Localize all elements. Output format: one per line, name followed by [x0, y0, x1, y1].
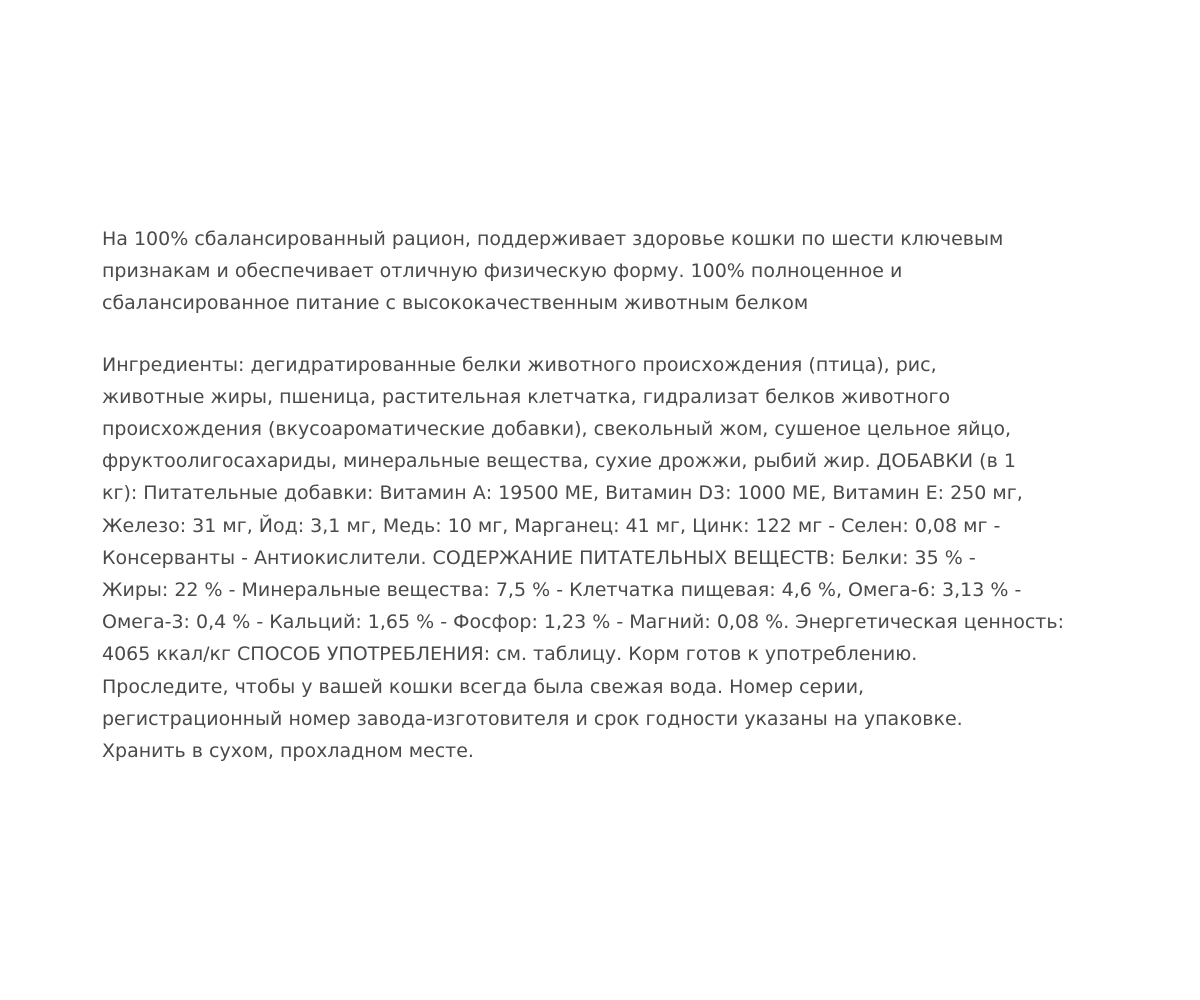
product-text [102, 223, 1132, 767]
ingredients-line: животные жиры, пшеница, растительная клетчатка, гидрализат белков животного [102, 385, 951, 408]
ingredients-line: 4065 ккал/кг СПОСОБ УПОТРЕБЛЕНИЯ: см. таблицу. Корм готов к употреблению. [102, 643, 918, 666]
ingredients-line: Ингредиенты: дегидратированные белки животного происхождения (птица), рис, [102, 353, 937, 376]
ingredients-line: фруктоолигосахариды, минеральные вещества, сухие дрожжи, рыбий жир. ДОБАВКИ (в 1 [102, 450, 1016, 473]
ingredients-line: Омега-3: 0,4 % - Кальций: 1,65 % - Фосфор: 1,23 % - Магний: 0,08 %. Энергетическая ценность: [102, 611, 1064, 634]
ingredients-line: происхождения (вкусоароматические добавки), свекольный жом, сушеное цельное яйцо, [102, 418, 1012, 441]
ingredients-line: Жиры: 22 % - Минеральные вещества: 7,5 % - Клетчатка пищевая: 4,6 %, Омега-6: 3,13 % - [102, 579, 1022, 602]
ingredients-line: Консерванты - Антиокислители. СОДЕРЖАНИЕ ПИТАТЕЛЬНЫХ ВЕЩЕСТВ: Белки: 35 % - [102, 546, 976, 569]
ingredients-line: Хранить в сухом, прохладном месте. [102, 740, 474, 763]
ingredients-line: Проследите, чтобы у вашей кошки всегда была свежая вода. Номер серии, [102, 675, 865, 698]
description-line: признакам и обеспечивает отличную физическую форму. 100% полноценное и [102, 260, 903, 283]
ingredients-line: кг): Питательные добавки: Витамин А: 19500 МЕ, Витамин D3: 1000 МЕ, Витамин Е: 250 мг, [102, 482, 1023, 505]
product-ingredients [102, 349, 1132, 768]
description-line: На 100% сбалансированный рацион, поддерживает здоровье кошки по шести ключевым [102, 228, 1004, 250]
description-line: сбалансированное питание с высококачественным животным белком [102, 292, 809, 315]
ingredients-line: Железо: 31 мг, Йод: 3,1 мг, Медь: 10 мг, Марганец: 41 мг, Цинк: 122 мг - Селен: 0,08 мг - [102, 514, 1001, 537]
product-description [102, 223, 1132, 320]
ingredients-line: регистрационный номер завода-изготовителя и срок годности указаны на упаковке. [102, 707, 963, 730]
